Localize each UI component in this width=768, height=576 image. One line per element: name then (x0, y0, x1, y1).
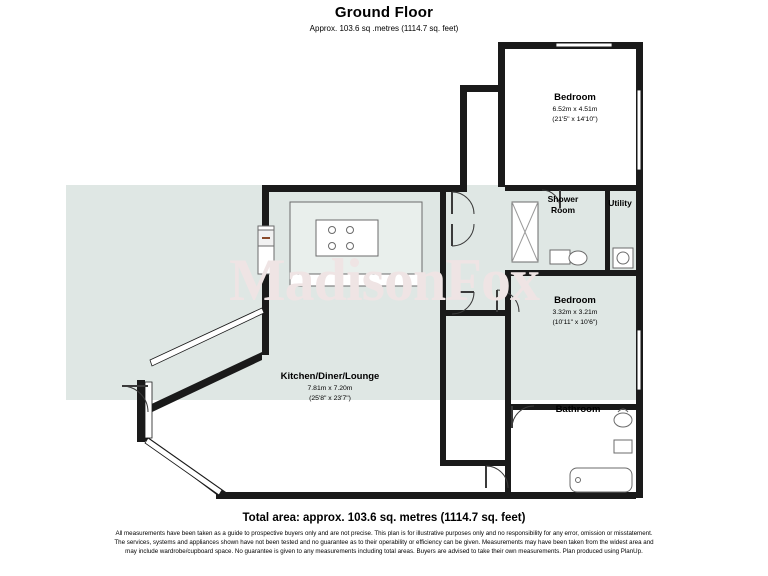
room-name-line2: Room (550, 204, 576, 215)
room-dims-imperial: (25'8" x 23'7") (309, 395, 351, 403)
plan-header (0, 4, 768, 33)
room-name: Kitchen/Diner/Lounge (280, 371, 380, 382)
room-label-bedroom-1 (520, 92, 630, 125)
total-area-text: Total area: approx. 103.6 sq. metres (1114.7 sq. feet) (242, 512, 526, 524)
disclaimer-text: All measurements have been taken as a guide to prospective buyers only and are not precise. This plan is for illustrative purposes only and no responsibility for any error, omission or misstatement. The services, systems and appliances shown have not been tested and no guarantee as to their operability or efficiency can be given. Measurements may have been taken from the widest area and may include wardrobe/cupboard space. No guarantee is given to any measurements including total areas. Buyers are advised to take their own measurements. Plan produced using PlanUp. (114, 530, 654, 555)
room-label-utility (597, 198, 643, 209)
page-subtitle: Approx. 103.6 sq .metres (1114.7 sq. feet) (309, 24, 459, 33)
room-label-bedroom-2 (520, 295, 630, 328)
plan-footer (0, 512, 768, 557)
room-name: Shower (547, 194, 579, 204)
room-dims-imperial: (21'5" x 14'10") (552, 116, 598, 124)
room-label-kitchen-diner-lounge (240, 371, 420, 404)
room-name: Utility (608, 198, 632, 208)
room-dims-metric: 7.81m x 7.20m (307, 384, 353, 392)
floorplan-drawing (0, 30, 768, 510)
page-title: Ground Floor (334, 4, 434, 21)
utility-fixtures (613, 248, 633, 268)
room-name: Bedroom (554, 92, 596, 103)
room-label-shower-room (528, 194, 598, 215)
room-dims-metric: 6.52m x 4.51m (552, 105, 598, 113)
watermark-text: Madison (228, 247, 446, 313)
room-dims-imperial: (10'11" x 10'6") (552, 319, 598, 327)
room-name: Bedroom (554, 295, 596, 306)
bathroom-fixtures (570, 409, 632, 492)
watermark-text-2: Fox (445, 247, 540, 313)
room-label-bathroom (528, 404, 628, 416)
room-dims-metric: 3.32m x 3.21m (552, 308, 598, 316)
room-name: Bathroom (555, 404, 601, 415)
